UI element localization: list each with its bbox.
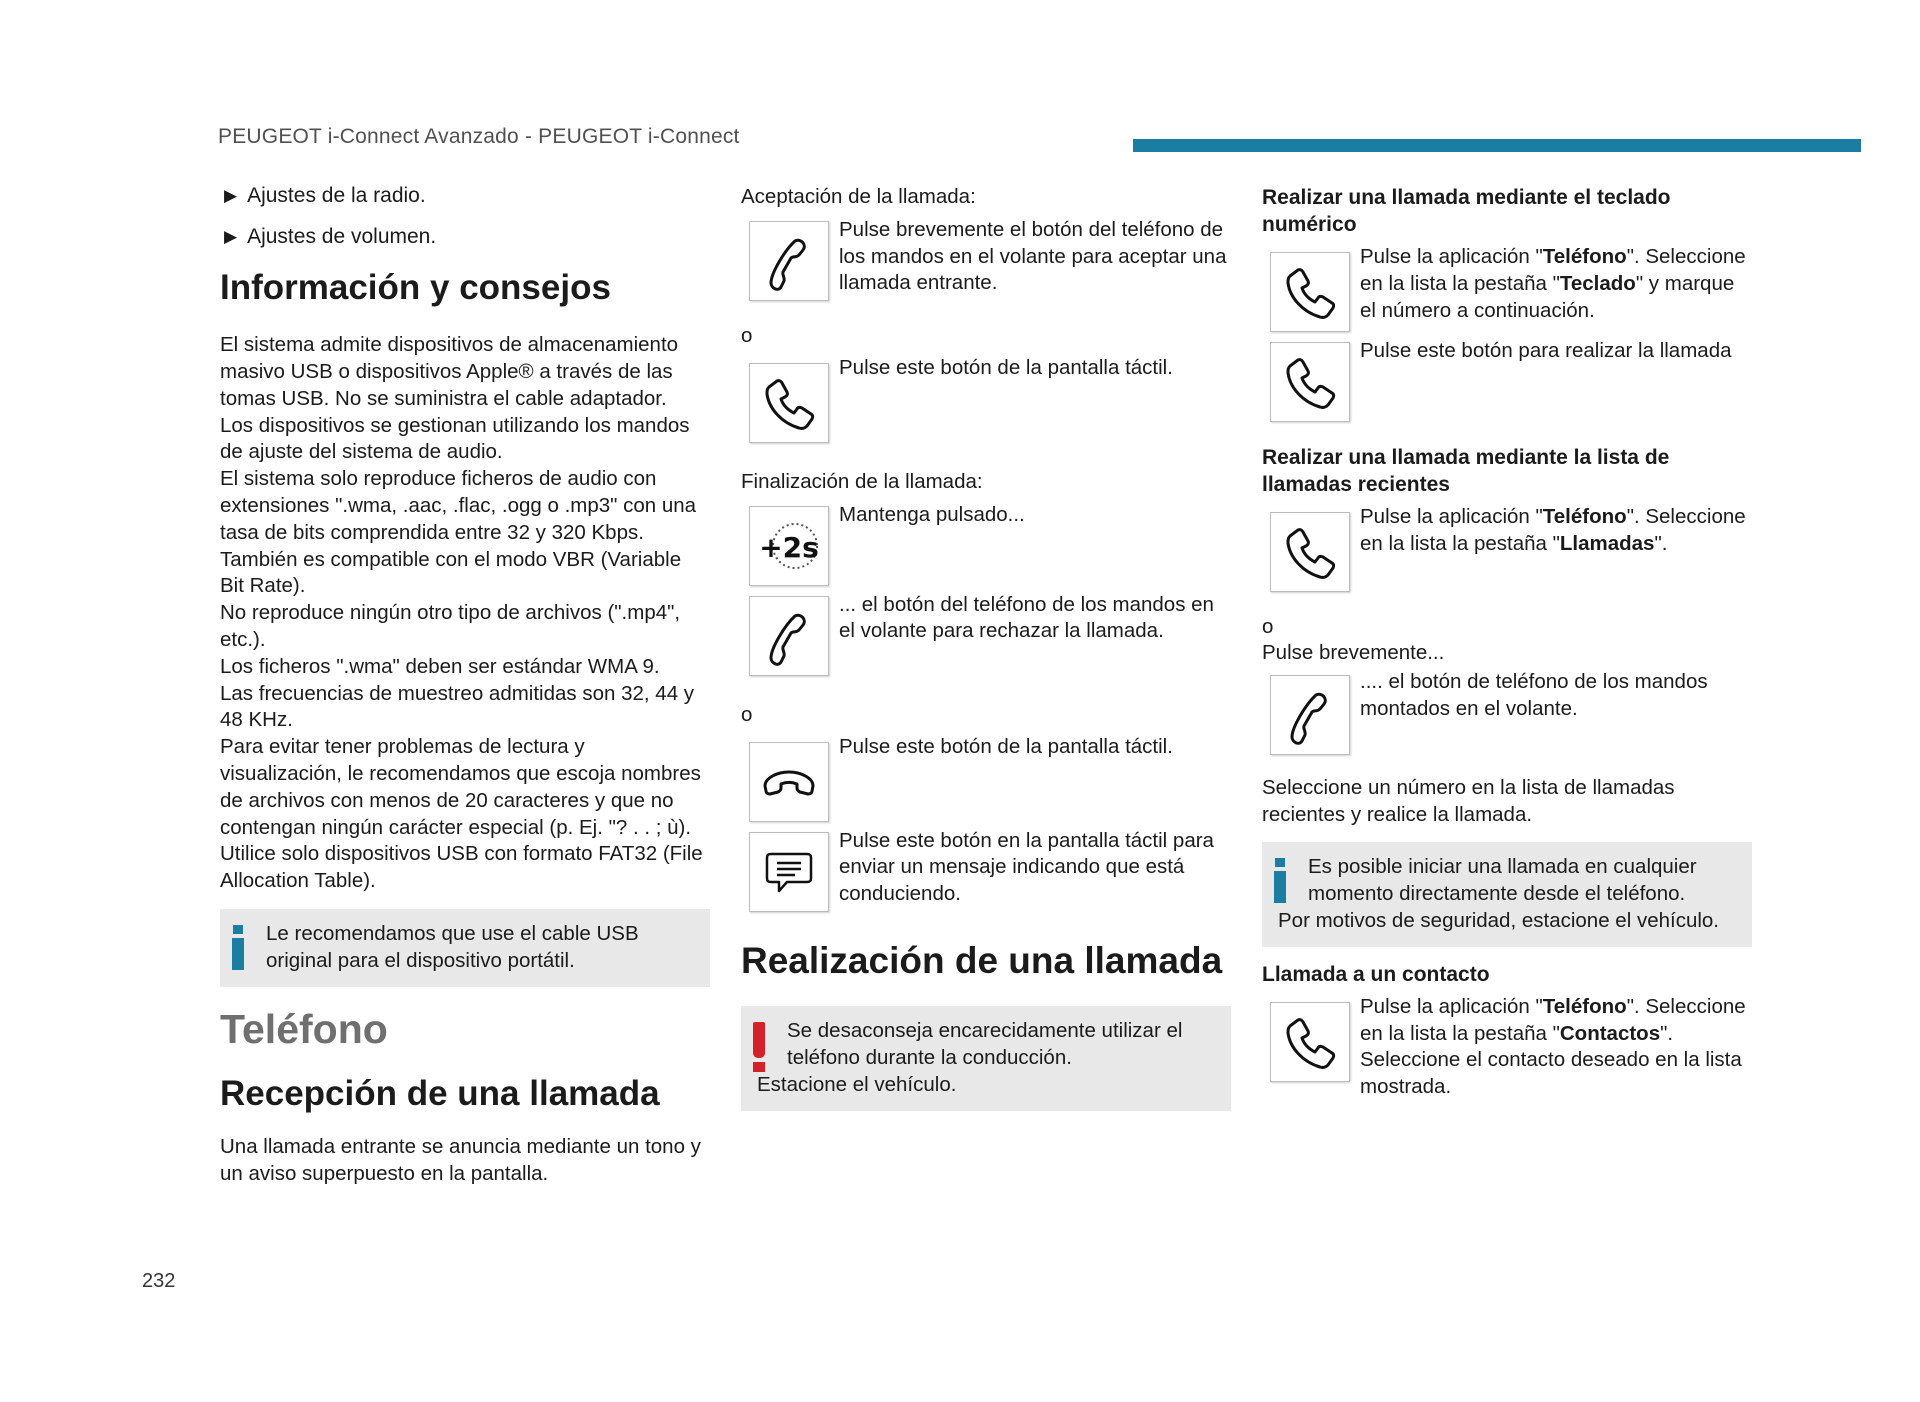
end-label: Finalización de la llamada: bbox=[741, 469, 983, 493]
column-right bbox=[1262, 180, 1752, 1101]
bullet-item bbox=[224, 182, 710, 209]
warning-text: Se desaconseja encarecidamente utilizar el teléfono durante la conducción. bbox=[787, 1019, 1183, 1069]
warning-extra-text: Estacione el vehículo. bbox=[757, 1072, 957, 1096]
message-text: Pulse este botón en la pantalla táctil para enviar un mensaje indicando que está conduciendo. bbox=[839, 828, 1214, 906]
phone-handset-icon bbox=[1270, 512, 1350, 592]
info-paragraph: Para evitar tener problemas de lectura y visualización, le recomendamos que escoja nombres de archivos con menos de 20 caracteres y que no contengan ningún carácter especial (p. Ej. "? . . ; ù). bbox=[220, 735, 701, 839]
page-number: 232 bbox=[142, 1270, 176, 1292]
making-call-heading: Realización de una llamada bbox=[741, 939, 1223, 981]
end-touch-row bbox=[741, 728, 1231, 822]
phone-handset-icon bbox=[749, 363, 829, 443]
info-heading: Información y consejos bbox=[220, 268, 611, 307]
usb-note-text: Le recomendamos que use el cable USB original para el dispositivo portátil. bbox=[266, 921, 639, 972]
reception-text: Una llamada entrante se anuncia mediante un tono y un aviso superpuesto en la pantalla. bbox=[220, 1134, 701, 1185]
accept-label: Aceptación de la llamada: bbox=[741, 185, 976, 208]
section-title-telefono: Teléfono bbox=[220, 1005, 388, 1052]
triangle-bullet-icon: ▶ bbox=[224, 227, 238, 246]
steering-phone-icon bbox=[749, 221, 829, 301]
contact-row bbox=[1262, 988, 1752, 1101]
header-accent-bar bbox=[1133, 139, 1861, 152]
or-text: o bbox=[741, 702, 753, 726]
keypad-call-row bbox=[1262, 332, 1752, 422]
info-paragraph: El sistema solo reproduce ficheros de audio con extensiones ".wma, .aac, .flac, .ogg o .mp3" con una tasa de bits comprendida entre 32 y 320 Kbps. bbox=[220, 467, 697, 544]
end-steering-text: ... el botón del teléfono de los mandos en el volante para rechazar la llamada. bbox=[839, 592, 1214, 643]
bullet-item bbox=[224, 223, 710, 250]
accept-touch-text: Pulse este botón de la pantalla táctil. bbox=[839, 355, 1173, 379]
triangle-bullet-icon: ▶ bbox=[224, 186, 238, 205]
select-number-text: Seleccione un número en la lista de llamadas recientes y realice la llamada. bbox=[1262, 775, 1675, 826]
hold-row bbox=[741, 496, 1231, 586]
reception-heading: Recepción de una llamada bbox=[220, 1073, 660, 1113]
message-row bbox=[741, 822, 1231, 912]
or-text: o bbox=[741, 323, 753, 347]
steering-phone-icon bbox=[749, 596, 829, 676]
hang-up-icon bbox=[749, 742, 829, 822]
phone-info-note bbox=[1262, 842, 1752, 946]
phone-handset-icon bbox=[1270, 342, 1350, 422]
info-paragraph: Utilice solo dispositivos USB con formato FAT32 (File Allocation Table). bbox=[220, 842, 703, 893]
info-icon bbox=[1274, 858, 1286, 904]
recent-row bbox=[1262, 498, 1752, 592]
contact-text: Pulse la aplicación "Teléfono". Seleccione en la lista la pestaña "Contactos". Seleccione el contacto deseado en la lista mostrada. bbox=[1360, 994, 1746, 1099]
svg-text:+2s: +2s bbox=[759, 530, 819, 564]
accept-steering-row bbox=[741, 211, 1231, 301]
steering-button-text: .... el botón de teléfono de los mandos montados en el volante. bbox=[1360, 669, 1708, 720]
warning-icon bbox=[753, 1022, 767, 1072]
recent-text: Pulse la aplicación "Teléfono". Seleccione en la lista la pestaña "Llamadas". bbox=[1360, 505, 1746, 555]
contact-heading: Llamada a un contacto bbox=[1262, 962, 1490, 986]
end-steering-row bbox=[741, 586, 1231, 676]
usb-info-note bbox=[220, 909, 710, 987]
briefly-text: Pulse brevemente... bbox=[1262, 641, 1445, 664]
accept-touch-row bbox=[741, 349, 1231, 443]
keypad-row bbox=[1262, 238, 1752, 332]
info-paragraph: Los ficheros ".wma" deben ser estándar WMA 9. bbox=[220, 654, 660, 678]
info-paragraph: Los dispositivos se gestionan utilizando los mandos de ajuste del sistema de audio. bbox=[220, 413, 690, 464]
or-text: o bbox=[1262, 615, 1274, 638]
info-paragraph: También es compatible con el modo VBR (Variable Bit Rate). bbox=[220, 547, 682, 598]
column-left bbox=[220, 180, 710, 1188]
steering-button-row bbox=[1262, 667, 1752, 755]
warning-note bbox=[741, 1006, 1231, 1110]
accept-steering-text: Pulse brevemente el botón del teléfono de los mandos en el volante para aceptar una llamada entrante. bbox=[839, 217, 1227, 295]
steering-phone-icon bbox=[1270, 675, 1350, 755]
keypad-text: Pulse la aplicación "Teléfono". Seleccione en la lista la pestaña "Teclado" y marque el número a continuación. bbox=[1360, 245, 1746, 322]
column-middle bbox=[741, 180, 1231, 1111]
info-paragraph: El sistema admite dispositivos de almacenamiento masivo USB o dispositivos Apple® a través de las tomas USB. No se suministra el cable adaptador. bbox=[220, 333, 679, 410]
phone-handset-icon bbox=[1270, 1002, 1350, 1082]
keypad-call-text: Pulse este botón para realizar la llamada bbox=[1360, 339, 1732, 362]
keypad-heading: Realizar una llamada mediante el teclado numérico bbox=[1262, 186, 1671, 236]
info-paragraph: No reproduce ningún otro tipo de archivos (".mp4", etc.). bbox=[220, 601, 681, 652]
phone-handset-icon bbox=[1270, 252, 1350, 332]
recent-heading: Realizar una llamada mediante la lista de llamadas recientes bbox=[1262, 446, 1670, 496]
page-header-title: PEUGEOT i-Connect Avanzado - PEUGEOT i-Connect bbox=[218, 125, 740, 148]
bullet-text: Ajustes de volumen. bbox=[247, 225, 437, 248]
end-touch-text: Pulse este botón de la pantalla táctil. bbox=[839, 734, 1173, 758]
phone-note-extra: Por motivos de seguridad, estacione el vehículo. bbox=[1278, 908, 1720, 932]
message-icon bbox=[749, 832, 829, 912]
info-icon bbox=[232, 925, 244, 971]
info-paragraph: Las frecuencias de muestreo admitidas son 32, 44 y 48 KHz. bbox=[220, 681, 695, 732]
phone-note-text: Es posible iniciar una llamada en cualquier momento directamente desde el teléfono. bbox=[1308, 855, 1697, 906]
hold-text: Mantenga pulsado... bbox=[839, 502, 1025, 526]
hold-2s-icon bbox=[749, 506, 829, 586]
bullet-text: Ajustes de la radio. bbox=[247, 184, 426, 207]
